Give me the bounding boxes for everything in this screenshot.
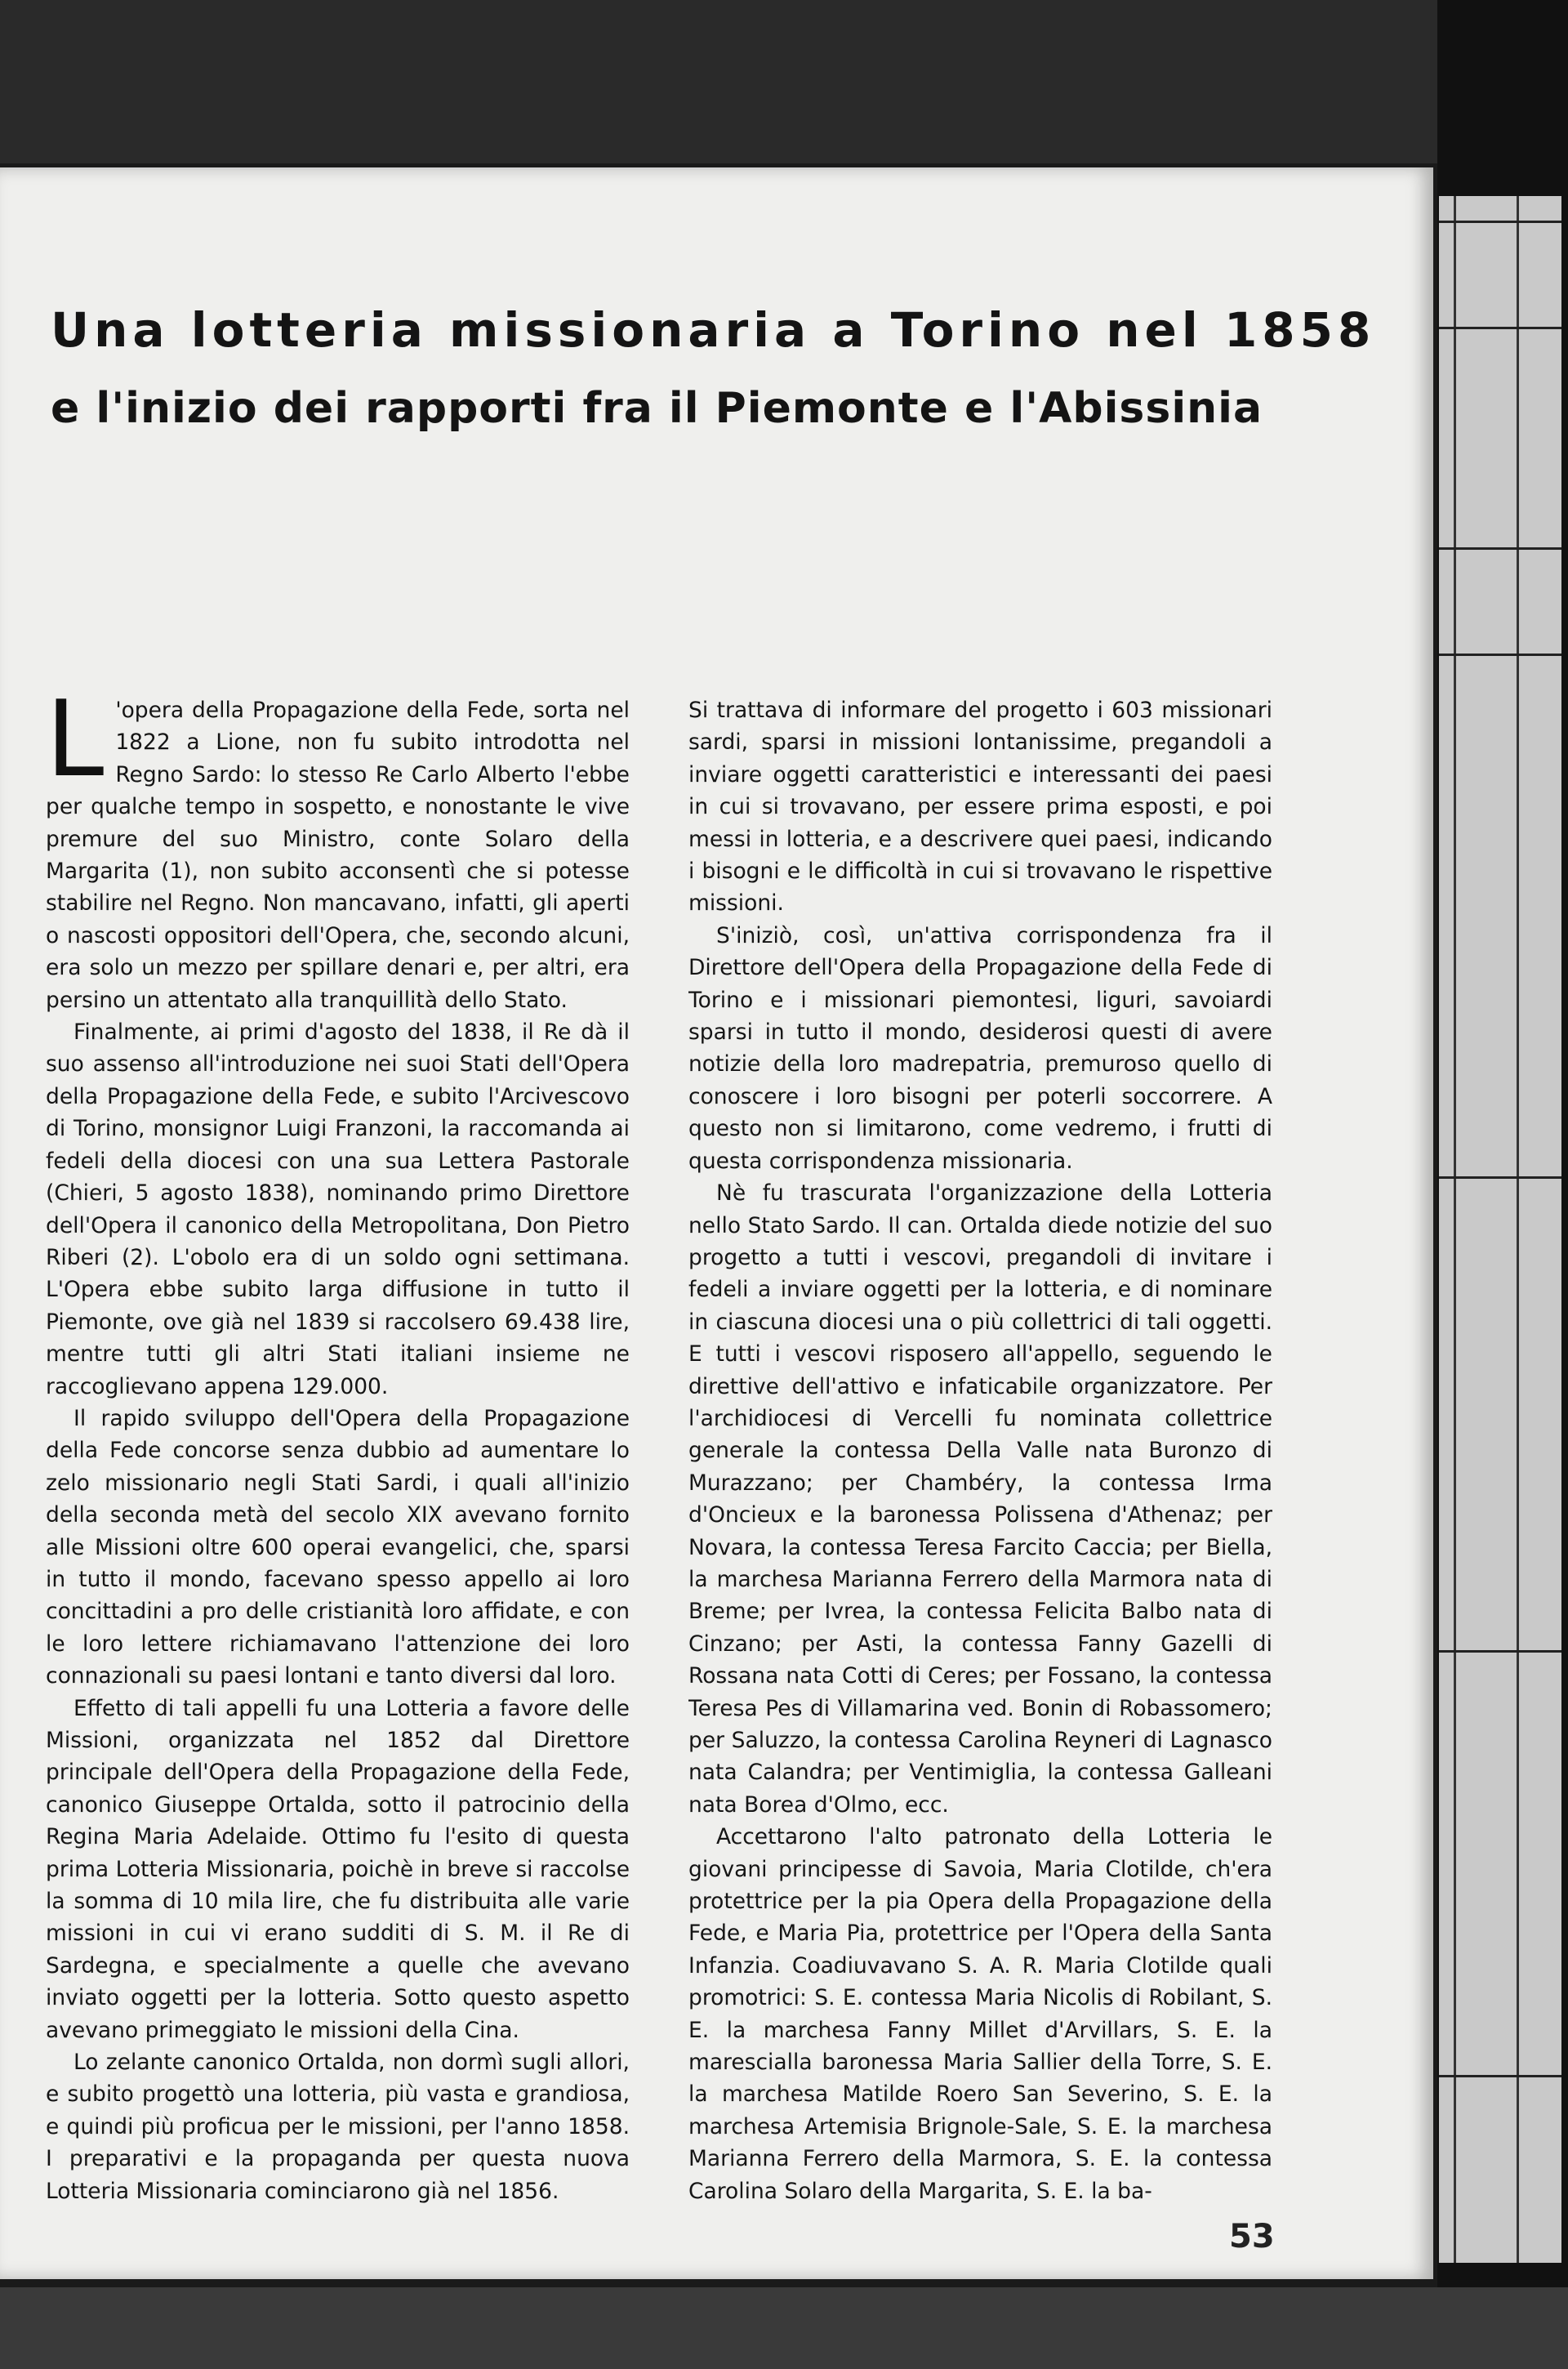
- paragraph-1-text: 'opera della Propagazione della Fede, sorta nel 1822 a Lione, non fu subito introdotta nel Regno Sardo: lo stesso Re Carlo Alberto l'ebbe per qualche tempo in sospetto, e nonostante le vive premure del suo Ministro, conte Solaro della Margarita (1), non subito acconsentì che si potesse stabilire nel Regno. Non mancavano, infatti, gli aperti o nascosti oppositori dell'Opera, che, secondo alcuni, era solo un mezzo per spillare denari e, per altri, era persino un attentato alla tranquillità dello Stato.: [46, 698, 630, 1013]
- paragraph-7: S'iniziò, così, un'attiva corrispondenza fra il Direttore dell'Opera della Propagazione della Fede di Torino e i missionari piemontesi, liguri, savoiardi sparsi in tutto il mondo, desiderosi questi di avere notizie della loro madrepatria, premuroso quello di conoscere i loro bisogni per poterli soccorrere. A questo non si limitarono, come vedremo, i frutti di questa corrispondenza missionaria.: [688, 922, 1272, 1174]
- scan-background-top: [0, 0, 1568, 163]
- paragraph-4: Effetto di tali appelli fu una Lotteria a favore delle Missioni, organizzata nel 1852 dal Direttore principale dell'Opera della Propagazione della Fede, canonico Giuseppe Ortalda, sotto il patrocinio della Regina Maria Adelaide. Ottimo fu l'esito di questa prima Lotteria Missionaria, poichè in breve si raccolse la somma di 10 mila lire, che fu distribuita alle varie missioni in cui vi erano sudditi di S. M. il Re di Sardegna, e specialmente a quelle che avevano inviato oggetti per la lotteria. Sotto questo aspetto avevano primeggiato le missioni della Cina.: [46, 1695, 630, 2043]
- page-number: 53: [1229, 2218, 1275, 2255]
- document-page: [0, 167, 1433, 2279]
- paragraph-1: [46, 694, 630, 1016]
- paragraph-3: Il rapido sviluppo dell'Opera della Propagazione della Fede concorse senza dubbio ad aumentare lo zelo missionario negli Stati Sardi, i quali all'inizio della seconda metà del secolo XIX avevano fornito alle Missioni oltre 600 operai evangelici, che, sparsi in tutto il mondo, facevano spesso appello ai loro concittadini a pro delle cristianità loro affidate, e con le loro lettere richiamavano l'attenzione dei loro connazionali su paesi lontani e tanto diversi dal loro.: [46, 1405, 630, 1689]
- scan-background-bottom: [0, 2287, 1568, 2369]
- article-title-line-2: e l'inizio dei rapporti fra il Piemonte e l'Abissinia: [51, 384, 1263, 433]
- right-column: [688, 694, 1272, 2295]
- left-column: [46, 694, 630, 2295]
- paragraph-9: Accettarono l'alto patronato della Lotteria le giovani principesse di Savoia, Maria Clotilde, ch'era protettrice per la pia Opera della Propagazione della Fede, e Maria Pia, protettrice per l'Opera della Santa Infanzia. Coadiuvavano S. A. R. Maria Clotilde quali promotrici: S. E. contessa Maria Nicolis di Robilant, S. E. la marchesa Fanny Millet d'Arvillars, S. E. la marescialla baronessa Maria Sallier della Torre, S. E. la marchesa Matilde Roero San Severino, S. E. la marchesa Artemisia Brignole-Sale, S. E. la marchesa Marianna Ferrero della Marmora, S. E. la contessa Carolina Solaro della Margarita, S. E. la ba-: [688, 1824, 1272, 2204]
- adjacent-page-strip: [1439, 196, 1561, 2263]
- drop-cap: L: [46, 694, 105, 801]
- article-title-line-1: Una lotteria missionaria a Torino nel 1858: [51, 302, 1376, 358]
- paragraph-6: Si trattava di informare del progetto i 603 missionari sardi, sparsi in missioni lontanissime, pregandoli a inviare oggetti caratteristici e interessanti dei paesi in cui si trovavano, per essere prima esposti, e poi messi in lotteria, e a descrivere quei paesi, indicando i bisogni e le difficoltà in cui si trovavano le rispettive missioni.: [688, 698, 1272, 917]
- paragraph-2: Finalmente, ai primi d'agosto del 1838, il Re dà il suo assenso all'introduzione nei suoi Stati dell'Opera della Propagazione della Fede, e subito l'Arcivescovo di Torino, monsignor Luigi Franzoni, la raccomanda ai fedeli della diocesi con una sua Lettera Pastorale (Chieri, 5 agosto 1838), nominando primo Direttore dell'Opera il canonico della Metropolitana, Don Pietro Riberi (2). L'obolo era di un soldo ogni settimana. L'Opera ebbe subito larga diffusione in tutto il Piemonte, ove già nel 1839 si raccolsero 69.438 lire, mentre tutti gli altri Stati italiani insieme ne raccoglievano appena 129.000.: [46, 1019, 630, 1399]
- paragraph-8: Nè fu trascurata l'organizzazione della Lotteria nello Stato Sardo. Il can. Ortalda diede notizie del suo progetto a tutti i vescovi, pregandoli di invitare i fedeli a inviare oggetti per la lotteria, e di nominare in ciascuna diocesi una o più collettrici di tali oggetti. E tutti i vescovi risposero all'appello, seguendo le direttive dell'attivo e infaticabile organizzatore. Per l'archidiocesi di Vercelli fu nominata collettrice generale la contessa Della Valle nata Buronzo di Murazzano; per Chambéry, la contessa Irma d'Oncieux e la baronessa Polissena d'Athenaz; per Novara, la contessa Teresa Farcito Caccia; per Biella, la marchesa Marianna Ferrero della Marmora nata di Breme; per Ivrea, la contessa Felicita Balbo nata di Cinzano; per Asti, la contessa Fanny Gazelli di Rossana nata Cotti di Ceres; per Fossano, la contessa Teresa Pes di Villamarina ved. Bonin di Robassomero; per Saluzzo, la contessa Carolina Reyneri di Lagnasco nata Calandra; per Ventimiglia, la contessa Galleani nata Borea d'Olmo, ecc.: [688, 1180, 1272, 1818]
- paragraph-5: Lo zelante canonico Ortalda, non dormì sugli allori, e subito progettò una lotteria, più vasta e grandiosa, e quindi più proficua per le missioni, per l'anno 1858. I preparativi e la propaganda per questa nuova Lotteria Missionaria cominciarono già nel 1856.: [46, 2050, 630, 2204]
